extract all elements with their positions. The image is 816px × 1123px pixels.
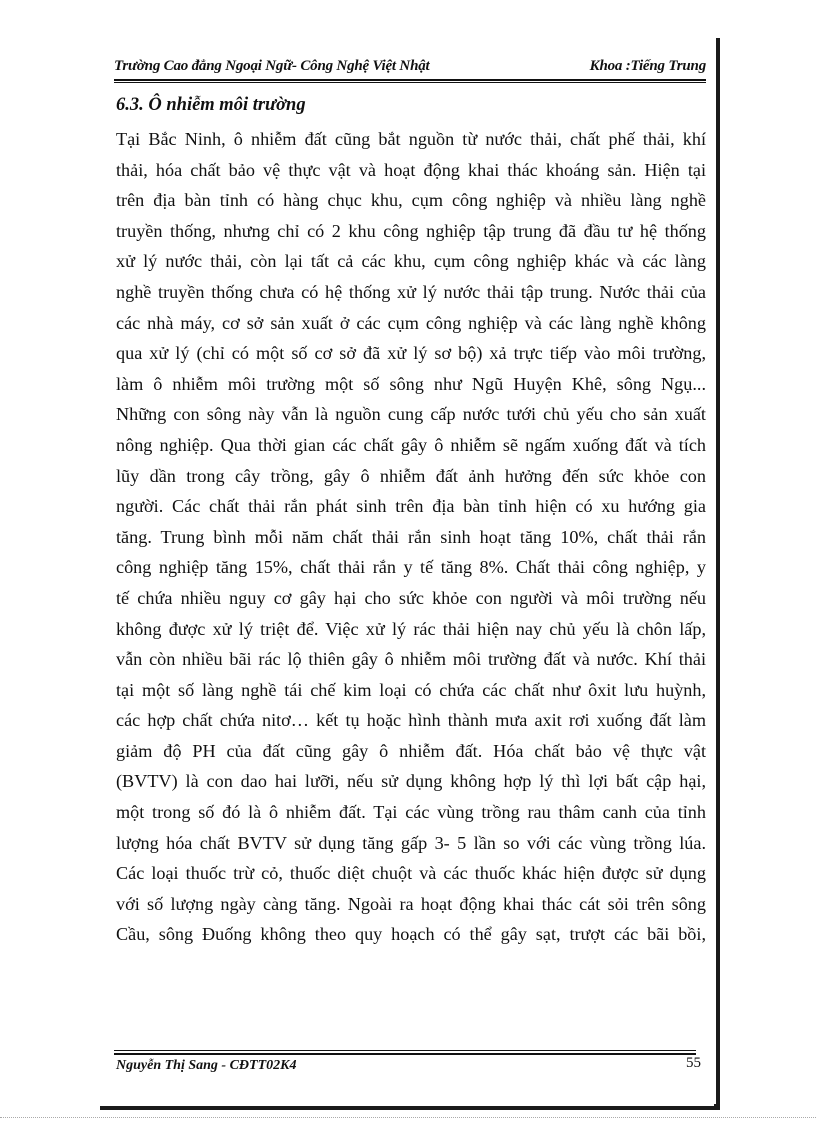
body-line: trên địa bàn tỉnh có hàng chục khu, cụm công nghiệp và nhiều làng nghề	[116, 190, 706, 211]
body-line: tế chứa nhiều nguy cơ gây hại cho sức khỏe con người và môi trường nếu	[116, 587, 706, 608]
body-line: lũy dần trong cây trồng, gây ô nhiễm đất ảnh hưởng đến sức khỏe con	[116, 465, 706, 486]
body-line: nông nghiệp. Qua thời gian các chất gây ô nhiễm sẽ ngấm xuống đất và tích	[116, 434, 706, 455]
body-line: làm ô nhiễm môi trường một số sông như Ngũ Huyện Khê, sông Ngụ...	[116, 373, 706, 394]
body-line: thải, hóa chất bảo vệ thực vật và hoạt động khai thác khoáng sản. Hiện tại	[116, 159, 706, 180]
body-line: không được xử lý triệt để. Việc xử lý rác thải hiện nay chủ yếu là chôn lấp,	[116, 618, 706, 639]
body-line: các hợp chất chứa nitơ… kết tụ hoặc hình thành mưa axit rơi xuống đất làm	[116, 710, 706, 731]
body-line: một trong số đó là ô nhiễm đất. Tại các vùng trồng rau thâm canh của tỉnh	[116, 802, 706, 823]
body-line: tại một số làng nghề tái chế kim loại có chứa các chất như ôxit lưu huỳnh,	[116, 679, 706, 700]
header-school: Trường Cao đẳng Ngoại Ngữ- Công Nghệ Việt Nhật	[114, 58, 430, 74]
body-line: với số lượng ngày càng tăng. Ngoài ra hoạt động khai thác cát sỏi trên sông	[116, 893, 706, 914]
footer-rule	[114, 1053, 696, 1055]
body-line: Các loại thuốc trừ cỏ, thuốc diệt chuột và các thuốc khác hiện được sử dụng	[116, 863, 706, 884]
body-paragraph	[116, 124, 706, 950]
header-faculty: Khoa :Tiếng Trung	[589, 58, 706, 74]
page-header	[114, 58, 706, 75]
page-number: 55	[686, 1055, 701, 1071]
body-line: qua xử lý (chỉ có một số cơ sở đã xử lý sơ bộ) xả trực tiếp vào môi trường,	[116, 343, 706, 364]
body-line: công nghiệp tăng 15%, chất thải rắn y tế tăng 8%. Chất thải công nghiệp, y	[116, 557, 706, 578]
body-line: xử lý nước thải, còn lại tất cả các khu, cụm công nghiệp khác và các làng	[116, 251, 706, 272]
footer-rule-thin	[114, 1050, 696, 1051]
section-title: 6.3. Ô nhiễm môi trường	[116, 95, 306, 115]
body-line: Những con sông này vẫn là nguồn cung cấp nước tưới chủ yếu cho sản xuất	[116, 404, 706, 425]
body-line: giảm độ PH của đất cũng gây ô nhiễm đất. Hóa chất bảo vệ thực vật	[116, 740, 706, 761]
body-line: (BVTV) là con dao hai lưỡi, nếu sử dụng không hợp lý thì lợi bất cập hại,	[116, 771, 706, 792]
body-line: lượng hóa chất BVTV sử dụng tăng gấp 3- 5 lần so với các vùng trồng lúa.	[116, 832, 706, 853]
page-bottom-dotted-line	[0, 1117, 816, 1118]
header-rule	[114, 79, 706, 81]
header-rule-thin	[114, 82, 706, 83]
body-line: truyền thống, nhưng chỉ có 2 khu công nghiệp tập trung đã đầu tư hệ thống	[116, 220, 706, 241]
body-line: tăng. Trung bình mỗi năm chất thải rắn sinh hoạt tăng 10%, chất thải rắn	[116, 526, 706, 547]
body-line: các nhà máy, cơ sở sản xuất ở các cụm công nghiệp và các làng nghề không	[116, 312, 706, 333]
footer-author: Nguyễn Thị Sang - CĐTT02K4	[116, 1058, 297, 1073]
body-line: người. Các chất thải rắn phát sinh trên địa bàn tỉnh hiện có xu hướng gia	[116, 496, 706, 517]
body-line: Tại Bắc Ninh, ô nhiễm đất cũng bắt nguồn từ nước thải, chất phế thải, khí	[116, 129, 706, 149]
body-line: Cầu, sông Đuống không theo quy hoạch có thể gây sạt, trượt các bãi bồi,	[116, 924, 706, 945]
body-line: vẫn còn nhiều bãi rác lộ thiên gây ô nhiễm môi trường đất và nước. Khí thải	[116, 649, 706, 670]
body-line: nghề truyền thống chưa có hệ thống xử lý nước thải tập trung. Nước thải của	[116, 281, 706, 302]
